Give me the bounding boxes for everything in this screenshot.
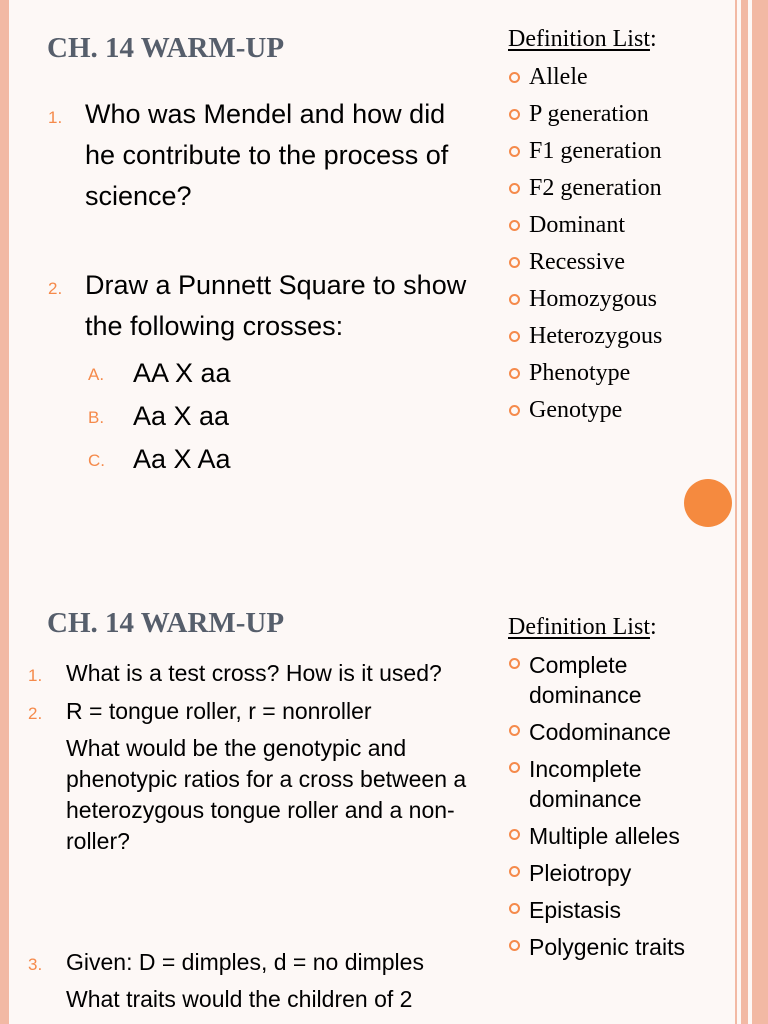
sub-text: AA X aa <box>133 358 231 388</box>
question-number: 2. <box>28 704 43 723</box>
definition-term: F2 generation <box>529 175 662 201</box>
bullet-icon <box>509 220 520 231</box>
question-text: What is a test cross? How is it used? <box>66 660 442 686</box>
definition-item <box>507 174 737 203</box>
decorative-circle <box>684 479 732 527</box>
bullet-icon <box>509 405 520 416</box>
definition-item <box>507 285 737 314</box>
question-text: Who was Mendel and how did he contribute to the process of science? <box>85 99 449 211</box>
definition-item <box>507 932 732 962</box>
definition-term: Recessive <box>529 249 625 275</box>
bullet-icon <box>509 331 520 342</box>
definition-item <box>507 717 732 747</box>
sub-item <box>88 352 468 395</box>
definition-item <box>507 396 737 425</box>
bullet-icon <box>509 257 520 268</box>
definition-item <box>507 858 732 888</box>
bullet-icon <box>509 368 520 379</box>
bullet-icon <box>509 903 520 914</box>
definition-term: Phenotype <box>529 360 631 386</box>
sub-item <box>88 438 468 481</box>
question-number: 2. <box>48 279 63 298</box>
definition-item <box>507 322 737 351</box>
question-list <box>28 658 473 1015</box>
definition-item <box>507 754 732 814</box>
question-item <box>28 658 473 689</box>
sub-text: Aa X Aa <box>133 444 231 474</box>
bullet-icon <box>509 762 520 773</box>
question-item <box>28 696 473 857</box>
right-border <box>752 0 768 585</box>
slide-title: CH. 14 WARM-UP <box>47 607 285 639</box>
definition-term: Epistasis <box>529 897 622 923</box>
definition-term: Multiple alleles <box>529 823 680 849</box>
bullet-icon <box>509 829 520 840</box>
definition-item <box>507 100 737 129</box>
definition-term: F1 generation <box>529 138 662 164</box>
bullet-icon <box>509 940 520 951</box>
definition-item <box>507 650 732 710</box>
bullet-icon <box>509 109 520 120</box>
question-item <box>28 947 473 1015</box>
definition-title-text: Definition List <box>508 26 650 52</box>
bullet-icon <box>509 183 520 194</box>
sub-list <box>48 352 468 481</box>
definition-term: Incomplete dominance <box>529 756 642 812</box>
definition-title-text: Definition List <box>508 614 650 640</box>
bullet-icon <box>509 72 520 83</box>
bullet-icon <box>509 725 520 736</box>
slide-2 <box>0 585 768 1024</box>
definition-term: Codominance <box>529 719 671 745</box>
question-number: 3. <box>28 955 43 974</box>
sub-letter: C. <box>88 451 105 470</box>
left-border <box>0 585 9 1024</box>
definition-item <box>507 895 732 925</box>
bullet-icon <box>509 146 520 157</box>
definition-list <box>507 63 737 433</box>
definition-item <box>507 248 737 277</box>
definition-list <box>507 650 732 969</box>
definition-term: Heterozygous <box>529 323 663 349</box>
question-number: 1. <box>28 666 43 685</box>
definition-item <box>507 821 732 851</box>
right-border-inner <box>741 0 748 585</box>
definition-list-title: Definition List: <box>508 26 657 52</box>
right-border-line <box>735 585 737 1024</box>
bullet-icon <box>509 658 520 669</box>
definition-term: Polygenic traits <box>529 934 685 960</box>
right-border <box>752 585 768 1024</box>
definition-item <box>507 211 737 240</box>
definition-item <box>507 137 737 166</box>
bullet-icon <box>509 294 520 305</box>
definition-term: Homozygous <box>529 286 657 312</box>
question-detail: What would be the genotypic and phenotypic ratios for a cross between a heterozygous tongue roller and a non-roller? <box>66 735 467 854</box>
question-number: 1. <box>48 108 63 127</box>
slide-title: CH. 14 WARM-UP <box>47 32 285 64</box>
question-list <box>48 96 468 481</box>
question-text: R = tongue roller, r = nonroller <box>66 698 372 724</box>
sub-letter: A. <box>88 365 105 384</box>
definition-term: Allele <box>529 64 588 90</box>
definition-term: Complete dominance <box>529 652 642 708</box>
definition-term: P generation <box>529 101 649 127</box>
definition-list-title: Definition List: <box>508 614 657 640</box>
question-item <box>48 96 468 219</box>
sub-item <box>88 395 468 438</box>
definition-term: Genotype <box>529 397 623 423</box>
sub-text: Aa X aa <box>133 401 230 431</box>
definition-term: Dominant <box>529 212 625 238</box>
question-detail: What traits would the children of 2 <box>66 986 413 1012</box>
definition-term: Pleiotropy <box>529 860 632 886</box>
question-item <box>48 267 468 481</box>
question-text: Draw a Punnett Square to show the following crosses: <box>85 270 467 341</box>
definition-item <box>507 359 737 388</box>
question-text: Given: D = dimples, d = no dimples <box>66 949 424 975</box>
right-border-inner <box>741 585 748 1024</box>
definition-item <box>507 63 737 92</box>
sub-letter: B. <box>88 408 105 427</box>
bullet-icon <box>509 866 520 877</box>
left-border <box>0 0 9 585</box>
